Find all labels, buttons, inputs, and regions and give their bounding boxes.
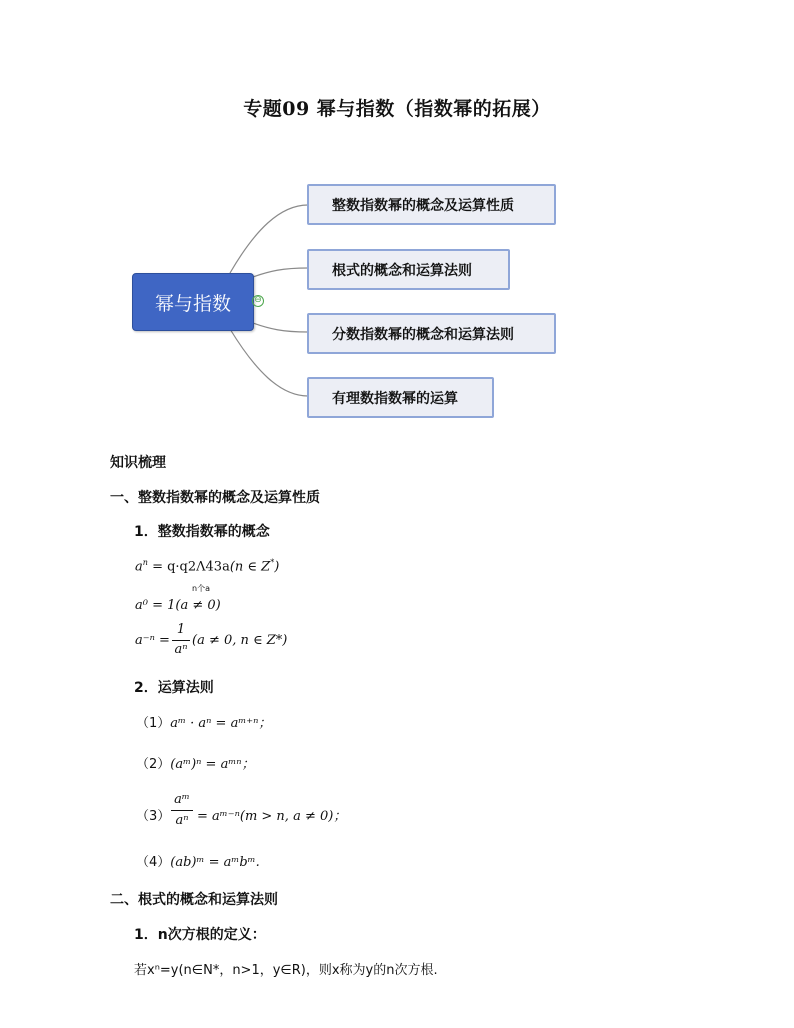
def-rhs: = q·q2Λ43a — [152, 559, 230, 575]
negative-exponent-numerator: 1 — [176, 622, 186, 637]
rule-2 — [136, 753, 255, 772]
fraction-bar — [172, 640, 190, 641]
mindmap-node-4[interactable]: 有理数指数幂的运算 — [307, 377, 494, 418]
rule-4-expression: (ab)ᵐ = aᵐbᵐ. — [170, 855, 260, 870]
mindmap-node-3[interactable]: 分数指数幂的概念和运算法则 — [307, 313, 556, 354]
nth-root-definition: 若xⁿ=y(n∈N*，n>1，y∈R)，则x称为y的n次方根. — [134, 963, 438, 978]
knowledge-heading: 知识梳理 — [110, 455, 166, 471]
subsection-3-heading: 1．n次方根的定义： — [134, 927, 266, 943]
def-lhs-exp: n — [142, 558, 148, 567]
subsection-1-heading: 1．整数指数幂的概念 — [134, 524, 270, 540]
rule-1 — [136, 712, 271, 731]
rule-1-expression: aᵐ · aⁿ = aᵐ⁺ⁿ； — [170, 716, 272, 731]
connector-4 — [230, 329, 308, 396]
zero-exponent-formula: a⁰ = 1(a ≠ 0) — [135, 598, 221, 613]
connector-2 — [245, 268, 308, 280]
mindmap-node-2[interactable]: 根式的概念和运算法则 — [307, 249, 510, 290]
def-underbrace-label: n个a — [192, 584, 210, 593]
integer-power-definition — [135, 558, 279, 574]
def-lhs: a — [135, 559, 143, 575]
subsection-2-heading: 2．运算法则 — [134, 680, 214, 696]
mindmap-node-1[interactable]: 整数指数幂的概念及运算性质 — [307, 184, 556, 225]
rule-3-numerator: aᵐ — [174, 792, 190, 807]
rule-4-number: （4） — [136, 855, 171, 870]
rule-2-expression: (aᵐ)ⁿ = aᵐⁿ； — [170, 757, 255, 772]
section-1-heading: 一、整数指数幂的概念及运算性质 — [110, 490, 320, 506]
negative-exponent-denominator: aⁿ — [174, 642, 188, 657]
def-cond: (n ∈ Z — [229, 559, 271, 575]
rule-3-denominator: aⁿ — [175, 813, 189, 828]
def-cond-exp: * — [270, 558, 275, 567]
rule-3-number: （3） — [136, 809, 171, 824]
section-2-heading: 二、根式的概念和运算法则 — [110, 892, 278, 908]
connector-1 — [230, 205, 308, 273]
connector-3 — [245, 320, 308, 332]
rule-3-fraction-bar — [171, 810, 193, 811]
negative-exponent-lhs: a⁻ⁿ = — [135, 633, 170, 648]
rule-1-number: （1） — [136, 716, 171, 731]
negative-exponent-condition: (a ≠ 0, n ∈ Z*) — [192, 633, 288, 648]
rule-2-number: （2） — [136, 757, 171, 772]
mindmap-root[interactable]: 幂与指数 — [132, 273, 254, 331]
rule-3-expression: = aᵐ⁻ⁿ(m > n, a ≠ 0)； — [197, 809, 347, 824]
def-close: ) — [274, 559, 280, 575]
page-title: 专题09 幂与指数（指数幂的拓展） — [243, 98, 551, 120]
collapse-icon[interactable]: ⊖ — [252, 295, 264, 307]
rule-4 — [136, 851, 260, 870]
